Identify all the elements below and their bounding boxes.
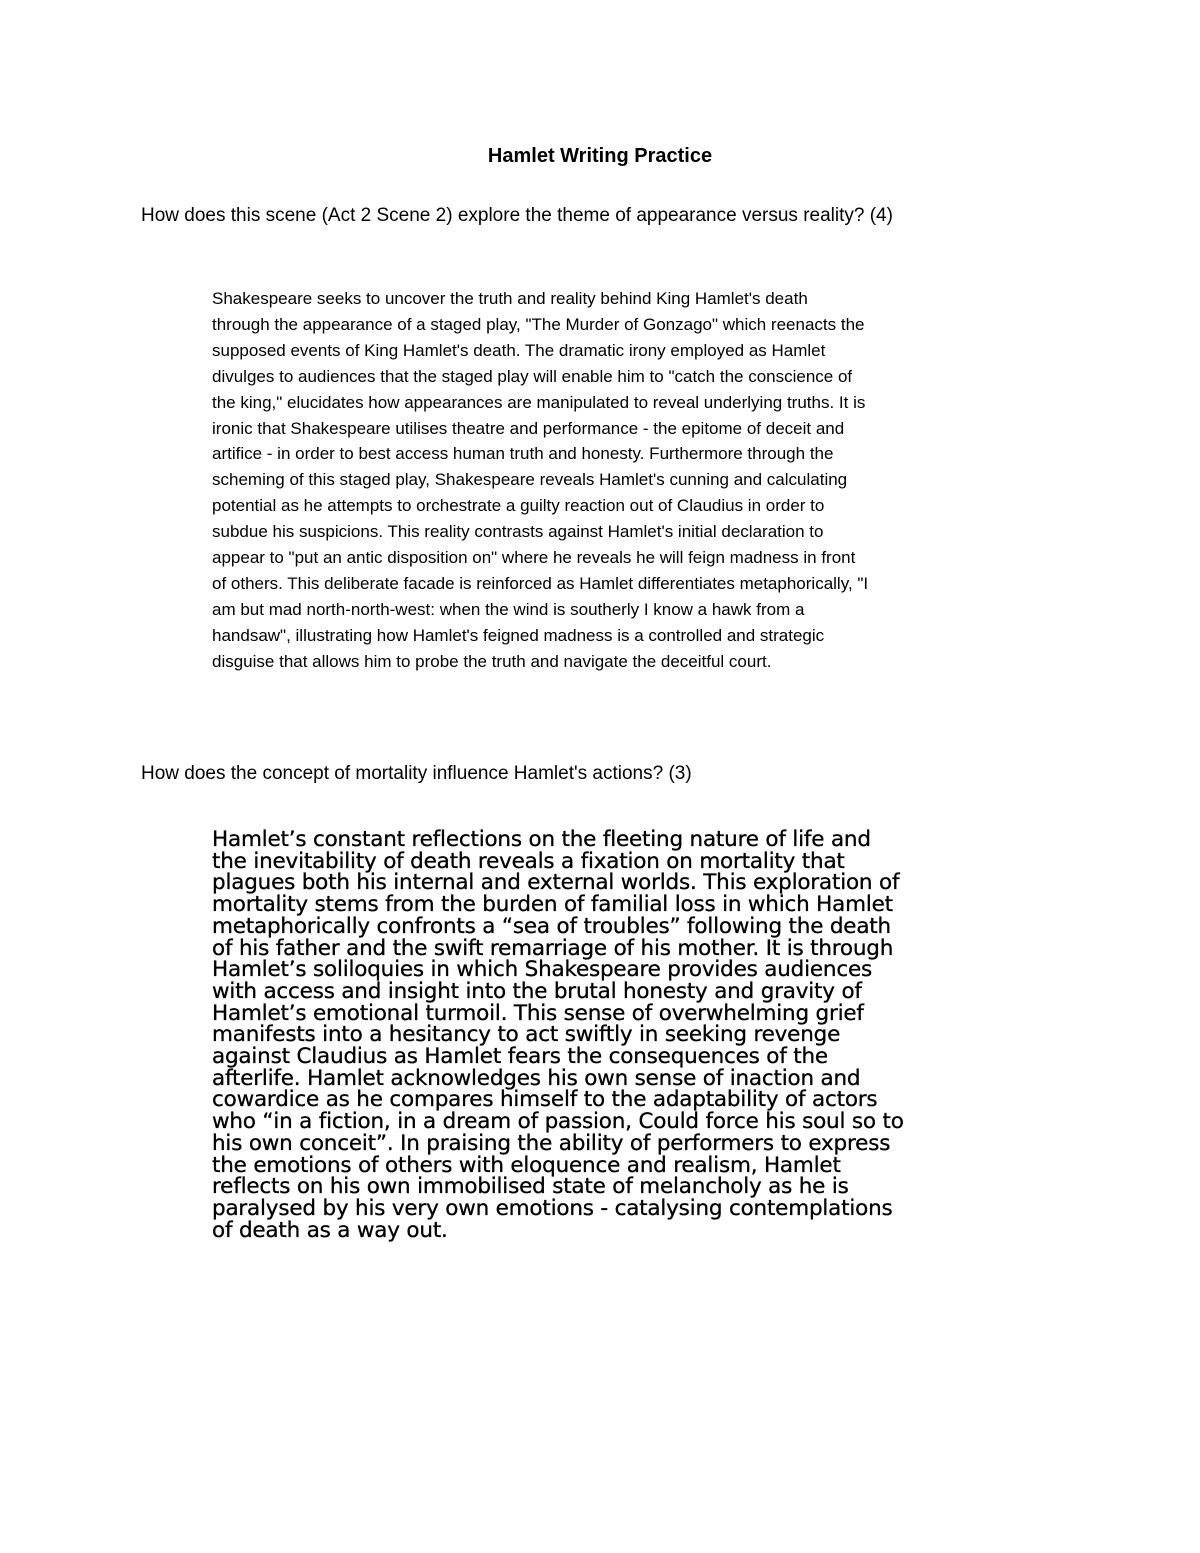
answer-2-line: plagues both his internal and external worlds. This exploration of bbox=[212, 870, 900, 896]
answer-2-line: who “in a fiction, in a dream of passion, Could force his soul so to bbox=[212, 1109, 904, 1135]
answer-2-line: against Claudius as Hamlet fears the consequences of the bbox=[212, 1044, 828, 1070]
answer-2 bbox=[212, 829, 1012, 1241]
answer-1-line: potential as he attempts to orchestrate a guilty reaction out of Claudius in order to bbox=[212, 496, 825, 516]
answer-2-line: Hamlet’s soliloquies in which Shakespeare provides audiences bbox=[212, 957, 872, 983]
answer-1-line: handsaw", illustrating how Hamlet's feigned madness is a controlled and strategic bbox=[212, 625, 825, 645]
answer-1-line: artifice - in order to best access human truth and honesty. Furthermore through the bbox=[212, 444, 834, 464]
answer-2-line: metaphorically confronts a “sea of troubles” following the death bbox=[212, 913, 891, 939]
answer-1-line: supposed events of King Hamlet's death. The dramatic irony employed as Hamlet bbox=[212, 340, 826, 360]
answer-1-line: divulges to audiences that the staged play will enable him to "catch the conscience of bbox=[212, 366, 853, 386]
answer-2-line: the emotions of others with eloquence and realism, Hamlet bbox=[212, 1152, 841, 1178]
answer-1-line: ironic that Shakespeare utilises theatre and performance - the epitome of deceit and bbox=[212, 418, 845, 438]
answer-1-line: of others. This deliberate facade is reinforced as Hamlet differentiates metaphorically, "I bbox=[212, 573, 869, 593]
question-1: How does this scene (Act 2 Scene 2) explore the theme of appearance versus reality? (4) bbox=[141, 205, 893, 226]
answer-2-line: manifests into a hesitancy to act swiftly in seeking revenge bbox=[212, 1022, 841, 1048]
answer-2-line: with access and insight into the brutal honesty and gravity of bbox=[212, 978, 862, 1004]
answer-1-line: the king," elucidates how appearances are manipulated to reveal underlying truths. It is bbox=[212, 392, 866, 412]
answer-1 bbox=[212, 286, 992, 675]
question-2: How does the concept of mortality influence Hamlet's actions? (3) bbox=[141, 763, 692, 784]
answer-1-line: subdue his suspicions. This reality contrasts against Hamlet's initial declaration to bbox=[212, 522, 824, 542]
answer-2-line: afterlife. Hamlet acknowledges his own sense of inaction and bbox=[212, 1065, 861, 1091]
answer-2-line: mortality stems from the burden of familial loss in which Hamlet bbox=[212, 892, 893, 918]
answer-2-line: paralysed by his very own emotions - catalysing contemplations bbox=[212, 1195, 893, 1221]
document-title: Hamlet Writing Practice bbox=[487, 145, 713, 167]
answer-2-line: Hamlet’s constant reflections on the fleeting nature of life and bbox=[212, 827, 871, 852]
answer-1-line: scheming of this staged play, Shakespeare reveals Hamlet's cunning and calculating bbox=[212, 470, 848, 490]
answer-2-line: of his father and the swift remarriage of his mother. It is through bbox=[212, 935, 894, 961]
answer-2-line: Hamlet’s emotional turmoil. This sense of overwhelming grief bbox=[212, 1000, 864, 1026]
answer-2-line: cowardice as he compares himself to the adaptability of actors bbox=[212, 1087, 878, 1113]
answer-1-line: Shakespeare seeks to uncover the truth and reality behind King Hamlet's death bbox=[212, 289, 808, 308]
answer-2-line: his own conceit”. In praising the ability of performers to express bbox=[212, 1130, 891, 1156]
answer-1-line: through the appearance of a staged play, "The Murder of Gonzago" which reenacts the bbox=[212, 314, 865, 334]
answer-1-line: am but mad north-north-west: when the wind is southerly I know a hawk from a bbox=[212, 599, 805, 619]
answer-2-line: the inevitability of death reveals a fixation on mortality that bbox=[212, 848, 845, 874]
answer-2-line: reflects on his own immobilised state of melancholy as he is bbox=[212, 1174, 849, 1200]
answer-2-line: of death as a way out. bbox=[212, 1217, 448, 1243]
answer-1-line: disguise that allows him to probe the truth and navigate the deceitful court. bbox=[212, 651, 772, 671]
answer-1-line: appear to "put an antic disposition on" where he reveals he will feign madness in front bbox=[212, 548, 856, 568]
